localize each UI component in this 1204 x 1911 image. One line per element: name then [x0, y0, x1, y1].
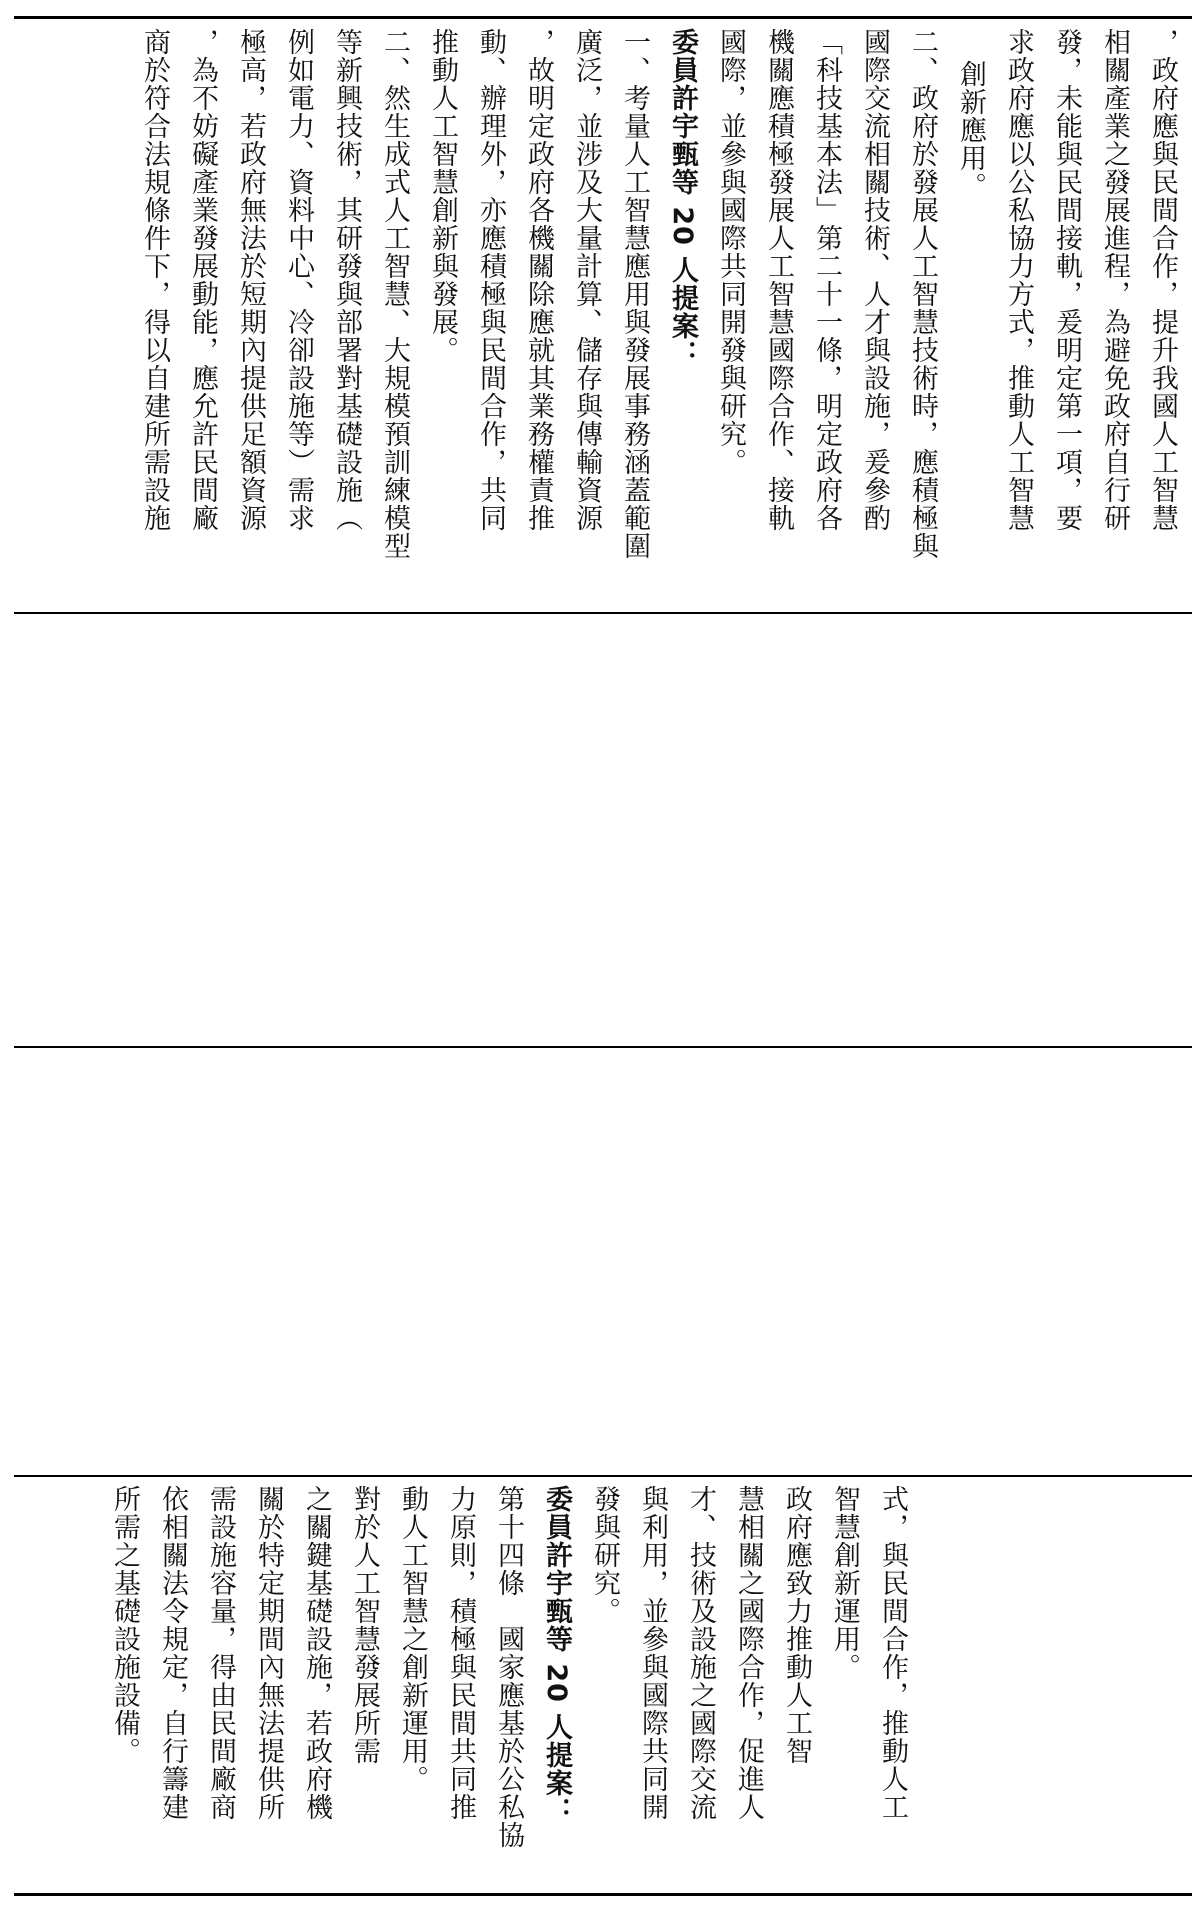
text-line: 廣泛，並涉及大量計算、儲存與傳輸資源 [571, 28, 602, 532]
text-line: 機關應積極發展人工智慧國際合作、接軌 [763, 28, 794, 532]
text-line: 相關產業之發展進程，為避免政府自行研 [1099, 28, 1130, 532]
table-border-top [14, 16, 1192, 19]
text-line: 式，與民間合作，推動人工 [877, 1485, 908, 1821]
table-divider-2 [14, 1046, 1192, 1048]
text-line: ，故明定政府各機關除應就其業務權責推 [523, 28, 554, 532]
text-line: 二、然生成式人工智慧、大規模預訓練模型 [379, 28, 410, 560]
text-line: 慧相關之國際合作，促進人 [733, 1485, 764, 1821]
text-line: 商於符合法規條件下，得以自建所需設施 [139, 28, 170, 532]
text-line: ，政府應與民間合作，提升我國人工智慧 [1147, 28, 1178, 532]
text-line: 極高，若政府無法於短期內提供足額資源 [235, 28, 266, 532]
text-line: 需設施容量，得由民間廠商 [205, 1485, 236, 1821]
text-line: 創新應用。 [955, 60, 986, 201]
text-line: 等新興技術，其研發與部署對基礎設施（ [331, 28, 362, 532]
text-line: 動人工智慧之創新運用。 [397, 1485, 428, 1793]
text-line: 與利用，並參與國際共同開 [637, 1485, 668, 1821]
text-line: 「科技基本法」第二十一條，明定政府各 [811, 28, 842, 532]
text-line: 二、政府於發展人工智慧技術時，應積極與 [907, 28, 938, 560]
text-line: 例如電力、資料中心、冷卻設施等）需求 [283, 28, 314, 532]
text-line: 政府應致力推動人工智 [781, 1485, 812, 1765]
text-line: 智慧創新運用。 [829, 1485, 860, 1681]
text-line: 第十四條 國家應基於公私協 [493, 1485, 524, 1849]
text-line: 發，未能與民間接軌，爰明定第一項，要 [1051, 28, 1082, 532]
text-line: 所需之基礎設施設備。 [109, 1485, 140, 1765]
text-line: 求政府應以公私協力方式，推動人工智慧 [1003, 28, 1034, 532]
text-line: 一、考量人工智慧應用與發展事務涵蓋範圍 [619, 28, 650, 560]
text-line: ，為不妨礙產業發展動能，應允許民間廠 [187, 28, 218, 532]
text-line: 關於特定期間內無法提供所 [253, 1485, 284, 1821]
text-line: 推動人工智慧創新與發展。 [427, 28, 458, 364]
text-line: 之關鍵基礎設施，若政府機 [301, 1485, 332, 1821]
text-line: 發與研究。 [589, 1485, 620, 1625]
table-divider-1 [14, 612, 1192, 614]
proposal-heading: 委員許宇甄等 20 人提案： [667, 28, 698, 369]
text-line: 國際，並參與國際共同開發與研究。 [715, 28, 746, 476]
proposal-heading: 委員許宇甄等 20 人提案： [541, 1485, 572, 1826]
explanation-column-text [18, 28, 1186, 603]
article-column-text [16, 1485, 916, 1885]
text-line: 國際交流相關技術、人才與設施，爰參酌 [859, 28, 890, 532]
text-line: 對於人工智慧發展所需 [349, 1485, 380, 1765]
table-divider-3 [14, 1475, 1192, 1477]
text-line: 依相關法令規定，自行籌建 [157, 1485, 188, 1821]
text-line: 才、技術及設施之國際交流 [685, 1485, 716, 1821]
text-line: 力原則，積極與民間共同推 [445, 1485, 476, 1821]
table-border-bottom [14, 1893, 1192, 1896]
text-line: 動、辦理外，亦應積極與民間合作，共同 [475, 28, 506, 532]
